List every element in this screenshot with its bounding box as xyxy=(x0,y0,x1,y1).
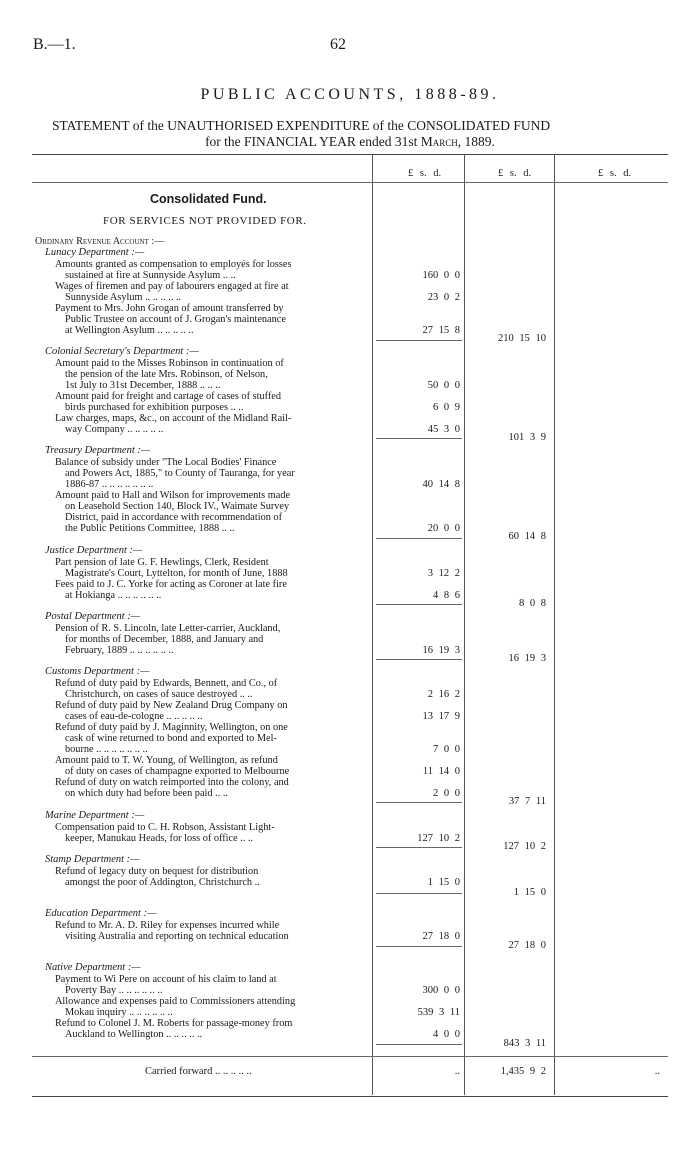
item-line: on Leasehold Section 140, Block IV., Waimate Survey xyxy=(65,501,290,512)
column-rule-2 xyxy=(464,154,465,1095)
fund-subtitle: FOR SERVICES NOT PROVIDED FOR. xyxy=(103,215,307,227)
list-item xyxy=(55,303,370,336)
list-item xyxy=(55,557,370,579)
section-title-education: Education Department :— xyxy=(45,908,157,919)
subtotal-rule xyxy=(376,659,462,660)
item-line: cask of wine returned to bond and exported to Mel- xyxy=(65,733,277,744)
item-amount: 127 10 2 xyxy=(417,833,460,844)
item-amount: 539 3 11 xyxy=(417,1007,460,1018)
item-line: and Powers Act, 1885," to County of Tauranga, for year xyxy=(65,468,295,479)
item-line: of duty on cases of champagne exported to Melbourne xyxy=(65,766,290,777)
item-line: on which duty had before been paid .. .. xyxy=(65,788,228,799)
section-total: 16 19 3 xyxy=(508,653,546,664)
list-item xyxy=(55,996,370,1018)
list-item xyxy=(55,579,370,601)
item-line: the pension of the late Mrs. Robinson, of Nelson, xyxy=(65,369,268,380)
item-line: bourne .. .. .. .. .. .. .. xyxy=(65,744,148,755)
item-line: sustained at fire at Sunnyside Asylum .. .. xyxy=(65,270,236,281)
statement-title-line-1 xyxy=(52,118,550,134)
section-title-stamp: Stamp Department :— xyxy=(45,854,140,865)
item-amount: 1 15 0 xyxy=(427,877,460,888)
currency-header-col1: £ s. d. xyxy=(408,168,442,179)
list-item xyxy=(55,281,370,303)
list-item xyxy=(55,974,370,996)
subtotal-rule xyxy=(376,438,462,439)
item-line: at Hokianga .. .. .. .. .. .. xyxy=(65,590,162,601)
item-amount: 20 0 0 xyxy=(427,523,460,534)
item-amount: 4 0 0 xyxy=(433,1029,460,1040)
column-rule-3 xyxy=(554,154,555,1095)
item-line: 1st July to 31st December, 1888 .. .. .. xyxy=(65,380,221,391)
item-amount: 7 0 0 xyxy=(433,744,460,755)
item-line: Poverty Bay .. .. .. .. .. .. xyxy=(65,985,163,996)
year-phrase: for the FINANCIAL YEAR ended 31st xyxy=(205,134,421,149)
item-amount: 6 0 9 xyxy=(433,402,460,413)
list-item xyxy=(55,866,370,888)
item-amount: 23 0 2 xyxy=(427,292,460,303)
item-line: Payment to Mrs. John Grogan of amount transferred by xyxy=(55,303,284,314)
connector-of-2: of the xyxy=(369,118,408,133)
year-end: , 1889. xyxy=(457,134,495,149)
month-word: March xyxy=(420,134,458,149)
section-title-marine: Marine Department :— xyxy=(45,810,145,821)
section-title-native: Native Department :— xyxy=(45,962,141,973)
list-item xyxy=(55,722,370,755)
item-line: at Wellington Asylum .. .. .. .. .. xyxy=(65,325,194,336)
carried-forward-total: 1,435 9 2 xyxy=(500,1066,546,1077)
subtotal-rule xyxy=(376,1044,462,1045)
item-amount: 160 0 0 xyxy=(422,270,460,281)
subtotal-rule xyxy=(376,340,462,341)
list-item xyxy=(55,490,370,534)
carried-forward-col1: .. xyxy=(454,1066,460,1077)
item-amount: 40 14 8 xyxy=(422,479,460,490)
list-item xyxy=(55,259,370,281)
item-line: Public Trustee on account of J. Grogan's maintenance xyxy=(65,314,286,325)
item-line: the Public Petitions Committee, 1888 .. .. xyxy=(65,523,235,534)
subtotal-rule xyxy=(376,847,462,848)
header-rule xyxy=(32,182,668,183)
item-line: amongst the poor of Addington, Christchurch .. xyxy=(65,877,260,888)
item-line: Refund of duty paid by Edwards, Bennett, and Co., of xyxy=(55,678,278,689)
item-line: Pension of R. S. Lincoln, late Letter-carrier, Auckland, xyxy=(55,623,281,634)
list-item xyxy=(55,623,370,656)
carried-forward-label: Carried forward .. .. .. .. .. xyxy=(145,1066,252,1077)
item-line: Wages of firemen and pay of labourers engaged at fire at xyxy=(55,281,289,292)
account-heading: Ordinary Revenue Account :— xyxy=(35,236,165,247)
list-item xyxy=(55,822,370,844)
item-line: Refund of duty paid by J. Maginnity, Wellington, on one xyxy=(55,722,288,733)
connector-of: of the xyxy=(129,118,168,133)
item-line: Refund of duty on watch reimported into the colony, and xyxy=(55,777,289,788)
item-amount: 50 0 0 xyxy=(427,380,460,391)
section-title-postal: Postal Department :— xyxy=(45,611,141,622)
currency-header-col2: £ s. d. xyxy=(498,168,532,179)
statement-title-line-2 xyxy=(0,134,700,150)
item-line: Auckland to Wellington .. .. .. .. .. xyxy=(65,1029,203,1040)
item-line: Compensation paid to C. H. Robson, Assistant Light- xyxy=(55,822,275,833)
item-amount: 45 3 0 xyxy=(427,424,460,435)
item-line: Payment to Wi Pere on account of his claim to land at xyxy=(55,974,277,985)
item-line: 1886-87 .. .. .. .. .. .. .. xyxy=(65,479,154,490)
item-line: visiting Australia and reporting on technical education xyxy=(65,931,289,942)
item-line: Refund to Colonel J. M. Roberts for passage-money from xyxy=(55,1018,293,1029)
item-line: Sunnyside Asylum .. .. .. .. .. xyxy=(65,292,182,303)
section-total: 127 10 2 xyxy=(503,841,546,852)
item-line: Refund of legacy duty on bequest for distribution xyxy=(55,866,259,877)
section-total: 1 15 0 xyxy=(513,887,546,898)
list-item xyxy=(55,920,370,942)
section-total: 101 3 9 xyxy=(508,432,546,443)
subtotal-rule xyxy=(376,893,462,894)
subtotal-rule xyxy=(376,538,462,539)
item-line: birds purchased for exhibition purposes .. .. xyxy=(65,402,244,413)
item-line: Law charges, maps, &c., on account of the Midland Rail- xyxy=(55,413,292,424)
item-line: cases of eau-de-cologne .. .. .. .. .. xyxy=(65,711,203,722)
fund-phrase: CONSOLIDATED FUND xyxy=(407,118,551,133)
fund-title: Consolidated Fund. xyxy=(150,192,267,206)
item-line: Fees paid to J. C. Yorke for acting as Coroner at late fire xyxy=(55,579,287,590)
item-line: Allowance and expenses paid to Commissioners attending xyxy=(55,996,296,1007)
item-line: February, 1889 .. .. .. .. .. .. xyxy=(65,645,174,656)
item-amount: 27 18 0 xyxy=(422,931,460,942)
item-amount: 300 0 0 xyxy=(422,985,460,996)
list-item xyxy=(55,413,370,435)
item-line: Balance of subsidy under "The Local Bodies' Finance xyxy=(55,457,277,468)
item-line: Amount paid to Hall and Wilson for improvements made xyxy=(55,490,291,501)
item-amount: 2 0 0 xyxy=(433,788,460,799)
subtotal-rule xyxy=(376,946,462,947)
item-line: Refund of duty paid by New Zealand Drug Company on xyxy=(55,700,288,711)
page-number: 62 xyxy=(330,36,346,53)
list-item xyxy=(55,700,370,722)
item-amount: 27 15 8 xyxy=(422,325,460,336)
expenditure-phrase: UNAUTHORISED EXPENDITURE xyxy=(167,118,370,133)
item-amount: 13 17 9 xyxy=(422,711,460,722)
carried-forward-rule xyxy=(32,1056,668,1057)
item-line: Magistrate's Court, Lyttelton, for month of June, 1888 xyxy=(65,568,288,579)
item-line: Christchurch, on cases of sauce destroyed .. .. xyxy=(65,689,253,700)
item-line: Part pension of late G. F. Hewlings, Clerk, Resident xyxy=(55,557,269,568)
section-total: 210 15 10 xyxy=(498,333,546,344)
item-amount: 4 8 6 xyxy=(433,590,460,601)
subtotal-rule xyxy=(376,802,462,803)
subtotal-rule xyxy=(376,604,462,605)
list-item xyxy=(55,358,370,391)
section-total: 37 7 11 xyxy=(508,796,546,807)
list-item xyxy=(55,457,370,490)
item-amount: 16 19 3 xyxy=(422,645,460,656)
item-line: Amount paid to the Misses Robinson in continuation of xyxy=(55,358,284,369)
item-amount: 2 16 2 xyxy=(427,689,460,700)
column-rule-1 xyxy=(372,154,373,1095)
section-title-treasury: Treasury Department :— xyxy=(45,445,151,456)
item-line: keeper, Manukau Heads, for loss of office .. .. xyxy=(65,833,254,844)
item-line: District, paid in accordance with recommendation of xyxy=(65,512,283,523)
section-title-colonial-secretary: Colonial Secretary's Department :— xyxy=(45,346,199,357)
item-amount: 3 12 2 xyxy=(427,568,460,579)
section-title-customs: Customs Department :— xyxy=(45,666,150,677)
carried-forward-col3: .. xyxy=(654,1066,660,1077)
statement-word: STATEMENT xyxy=(52,118,130,133)
section-total: 843 3 11 xyxy=(503,1038,546,1049)
item-amount: 11 14 0 xyxy=(422,766,460,777)
section-title-justice: Justice Department :— xyxy=(45,545,143,556)
item-line: Amount paid for freight and cartage of cases of stuffed xyxy=(55,391,281,402)
page-title: PUBLIC ACCOUNTS, 1888-89. xyxy=(200,86,500,103)
section-total: 8 0 8 xyxy=(519,598,546,609)
item-line: way Company .. .. .. .. .. xyxy=(65,424,164,435)
item-line: Mokau inquiry .. .. .. .. .. .. xyxy=(65,1007,173,1018)
item-line: Refund to Mr. A. D. Riley for expenses incurred while xyxy=(55,920,280,931)
section-title-lunacy: Lunacy Department :— xyxy=(45,247,145,258)
document-reference: B.—1. xyxy=(33,36,76,53)
section-total: 60 14 8 xyxy=(508,531,546,542)
list-item xyxy=(55,777,370,799)
section-total: 27 18 0 xyxy=(508,940,546,951)
list-item xyxy=(55,755,370,777)
item-line: Amount paid to T. W. Young, of Wellington, as refund xyxy=(55,755,278,766)
list-item xyxy=(55,391,370,413)
item-line: for months of December, 1888, and January and xyxy=(65,634,264,645)
item-line: Amounts granted as compensation to employés for losses xyxy=(55,259,292,270)
list-item xyxy=(55,678,370,700)
list-item xyxy=(55,1018,370,1040)
currency-header-col3: £ s. d. xyxy=(598,168,632,179)
